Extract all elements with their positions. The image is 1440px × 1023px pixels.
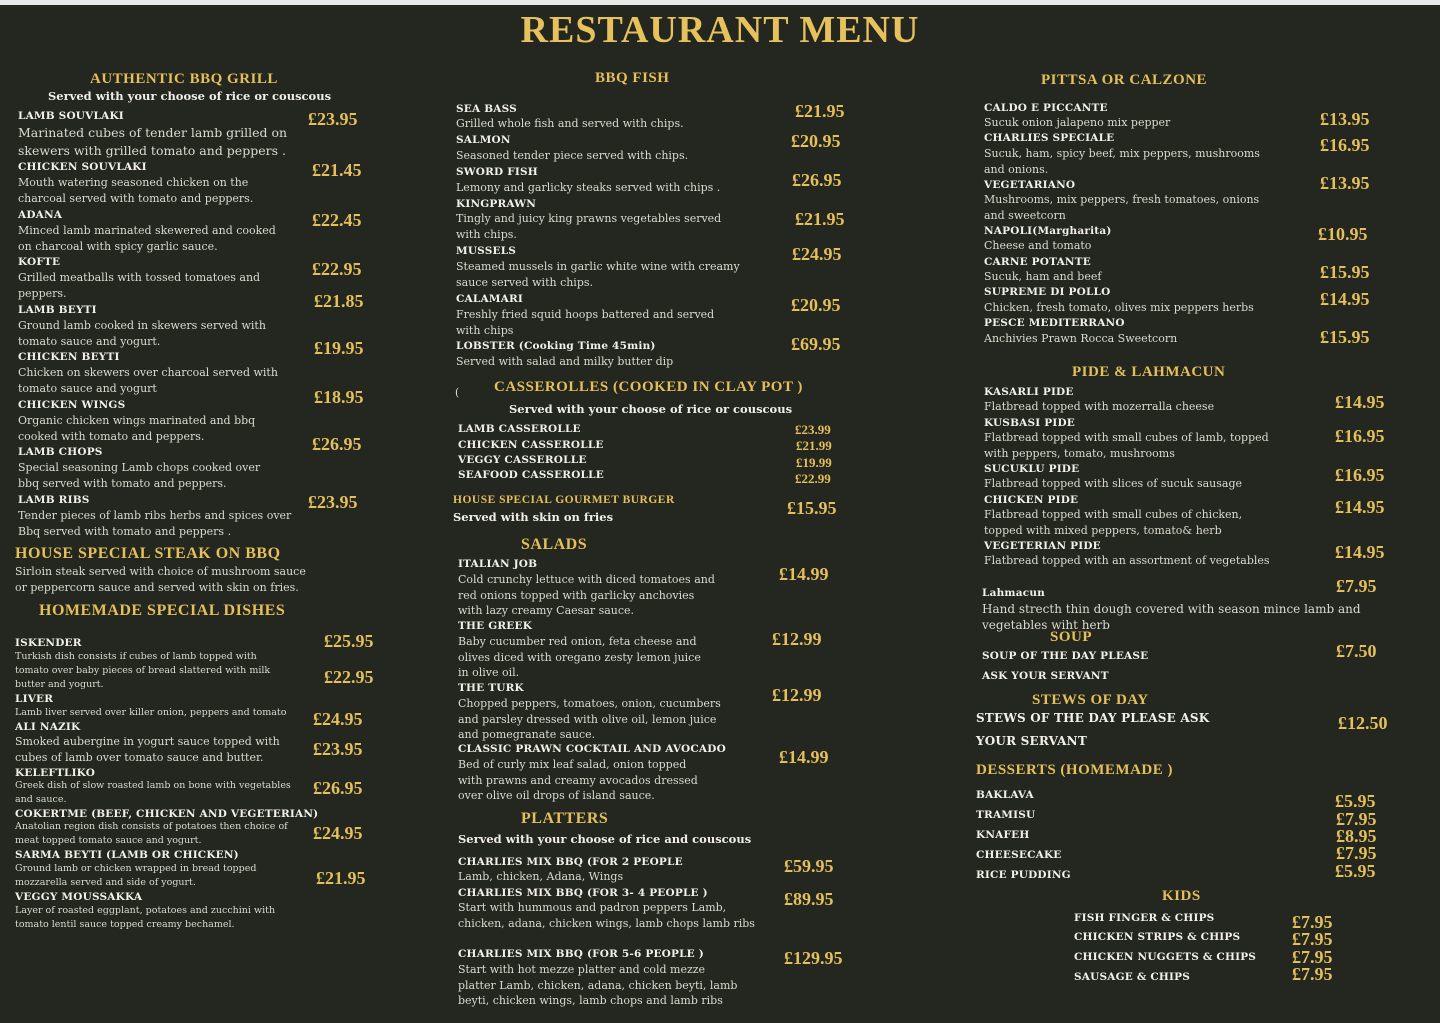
kids-item-name: CHICKEN NUGGETS & CHIPS [1074, 951, 1257, 963]
menu-item-name: THE TURK [458, 682, 524, 694]
dessert-price: £7.95 [1336, 809, 1377, 829]
menu-item-desc: Chicken on skewers over charcoal served with tomato sauce and yogurt [18, 366, 278, 395]
menu-item-name: CLASSIC PRAWN COCKTAIL AND AVOCADO [458, 743, 726, 755]
menu-item-name: CHARLIES MIX BBQ (FOR 2 PEOPLE [458, 856, 683, 868]
menu-item-name: SUPREME DI POLLO [984, 286, 1111, 298]
dessert-price: £5.95 [1335, 861, 1376, 881]
menu-item-name: VEGETARIANO [984, 179, 1076, 191]
grill-subheading: Served with your choose of rice or couscous [48, 89, 332, 103]
menu-item-desc: Chicken, fresh tomato, olives mix peppers herbs [984, 301, 1254, 314]
menu-item-desc: Seasoned tender piece served with chips. [456, 149, 689, 162]
menu-item-desc: Flatbread topped with small cubes of chicken, topped with mixed peppers, tomato& herb [984, 508, 1243, 537]
menu-item-price: £89.95 [784, 889, 834, 909]
menu-item-desc: Sucuk onion jalapeno mix pepper [984, 116, 1171, 129]
menu-item-desc: Lamb, chicken, Adana, Wings [458, 870, 624, 883]
menu-item-price: £69.95 [791, 334, 841, 354]
menu-item-name: LAMB SOUVLAKI [18, 110, 124, 122]
menu-item-desc: Smoked aubergine in yogurt sauce topped with cubes of lamb over tomato sauce and butter. [15, 735, 280, 764]
stews-line: STEWS OF THE DAY PLEASE ASK [976, 711, 1210, 725]
menu-item-price: £23.99 [795, 422, 831, 437]
menu-item-price: £26.95 [313, 778, 363, 798]
menu-item-price: £13.95 [1320, 173, 1370, 193]
menu-item-desc: Organic chicken wings marinated and bbq cooked with tomato and peppers. [18, 414, 256, 443]
menu-item-name: CHICKEN SOUVLAKI [18, 161, 147, 173]
menu-item-price: £26.95 [312, 434, 362, 454]
menu-item-name: KINGPRAWN [456, 198, 537, 210]
top-border [0, 0, 1440, 5]
menu-item-price: £23.95 [313, 739, 363, 759]
menu-item-desc: Turkish dish consists if cubes of lamb topped with tomato over baby pieces of bread slattered with milk butter and yogurt. [15, 651, 271, 690]
menu-item-desc: Steamed mussels in garlic white wine with creamy sauce served with chips. [456, 260, 740, 289]
menu-item-price: £22.99 [795, 471, 831, 486]
dessert-name: BAKLAVA [976, 789, 1034, 801]
lahmacun-price: £7.95 [1336, 576, 1377, 596]
menu-item-name: ADANA [18, 209, 63, 221]
menu-item-price: £21.95 [795, 101, 845, 121]
platters-heading: PLATTERS [521, 810, 609, 827]
menu-item-name: VEGGY CASSEROLLE [458, 454, 587, 466]
kids-item-price: £7.95 [1292, 912, 1333, 932]
casserolles-heading: CASSEROLLES (COOKED IN CLAY POT ) [494, 379, 803, 395]
menu-item-price: £129.95 [784, 948, 843, 968]
menu-item-price: £23.95 [308, 492, 358, 512]
menu-item-price: £19.99 [796, 455, 832, 470]
menu-item-name: KOFTE [18, 256, 61, 268]
menu-item-desc: Baby cucumber red onion, feta cheese and olives diced with oregano zesty lemon juice in olive oil. [458, 635, 701, 679]
menu-item-price: £25.95 [324, 631, 374, 651]
burger-price: £15.95 [787, 498, 837, 518]
menu-item-name: COKERTME (BEEF, CHICKEN AND VEGETERIAN) [15, 808, 319, 820]
menu-item-name: CARNE POTANTE [984, 256, 1091, 268]
menu-item-name: LOBSTER (Cooking Time 45min) [456, 340, 656, 352]
menu-item-name: SEA BASS [456, 103, 517, 115]
menu-item-name: SWORD FISH [456, 166, 538, 178]
menu-item-desc: Lemony and garlicky steaks served with chips . [456, 181, 721, 194]
menu-item-desc: Marinated cubes of tender lamb grilled on skewers with grilled tomato and peppers . [18, 125, 288, 158]
menu-item-price: £22.45 [312, 210, 362, 230]
menu-item-name: CHARLIES MIX BBQ (FOR 5-6 PEOPLE ) [458, 948, 704, 960]
menu-item-price: £12.99 [772, 629, 822, 649]
dessert-name: KNAFEH [976, 829, 1030, 841]
desserts-heading: DESSERTS (HOMEMADE ) [976, 762, 1173, 778]
menu-item-price: £20.95 [791, 131, 841, 151]
menu-item-price: £21.95 [316, 868, 366, 888]
dessert-price: £8.95 [1336, 826, 1377, 846]
menu-item-desc: Lamb liver served over killer onion, peppers and tomato [15, 707, 287, 718]
pide-heading: PIDE & LAHMACUN [1072, 364, 1226, 380]
menu-item-desc: Grilled whole fish and served with chips. [456, 117, 684, 130]
stews-line: YOUR SERVANT [976, 734, 1087, 748]
soup-line: SOUP OF THE DAY PLEASE [982, 650, 1149, 662]
steak-desc: Sirloin steak served with choice of mushroom sauce or peppercorn sauce and served with skin on fries. [15, 565, 306, 594]
menu-item-desc: Anatolian region dish consists of potatoes then choice of meat topped tomato sauce and yogurt. [15, 821, 288, 846]
menu-item-desc: Cheese and tomato [984, 239, 1092, 252]
dessert-name: RICE PUDDING [976, 869, 1071, 881]
menu-item-name: VEGGY MOUSSAKKA [15, 891, 143, 903]
menu-item-desc: Layer of roasted eggplant, potatoes and zucchini with tomato lentil sauce topped creamy bechamel. [15, 905, 276, 930]
menu-item-price: £15.95 [1320, 262, 1370, 282]
menu-item-name: ISKENDER [15, 637, 82, 649]
menu-item-price: £16.95 [1335, 465, 1385, 485]
soup-price: £7.50 [1336, 641, 1377, 661]
kids-item-price: £7.95 [1292, 929, 1333, 949]
menu-item-price: £14.95 [1335, 392, 1385, 412]
menu-item-desc: Flatbread topped with slices of sucuk sausage [984, 477, 1243, 490]
menu-item-name: ALI NAZIK [15, 721, 81, 733]
menu-item-price: £14.99 [779, 747, 829, 767]
menu-item-desc: Flatbread topped with an assortment of vegetables [984, 554, 1270, 567]
dessert-name: TRAMISU [976, 809, 1036, 821]
soup-line: ASK YOUR SERVANT [982, 670, 1109, 682]
menu-item-price: £12.99 [772, 685, 822, 705]
menu-item-desc: Ground lamb or chicken wrapped in bread topped mozzarella served and side of yogurt. [15, 863, 257, 888]
menu-item-price: £59.95 [784, 856, 834, 876]
menu-item-desc: Served with salad and milky butter dip [456, 355, 674, 368]
menu-item-price: £21.95 [795, 209, 845, 229]
menu-item-price: £23.95 [308, 109, 358, 129]
menu-item-desc: Flatbread topped with mozerralla cheese [984, 400, 1215, 413]
menu-item-desc: Greek dish of slow roasted lamb on bone with vegetables and sauce. [15, 780, 291, 805]
menu-item-desc: Mouth watering seasoned chicken on the charcoal served with tomato and peppers. [18, 176, 254, 205]
homemade-heading: HOMEMADE SPECIAL DISHES [39, 602, 286, 619]
menu-item-name: ITALIAN JOB [458, 558, 538, 570]
menu-item-desc: Chopped peppers, tomatoes, onion, cucumbers and parsley dressed with olive oil, lemon juice and pomegranate sauce. [458, 697, 721, 741]
grill-heading: AUTHENTIC BBQ GRILL [90, 71, 278, 87]
kids-heading: KIDS [1162, 888, 1201, 904]
menu-item-name: SUCUKLU PIDE [984, 463, 1080, 475]
dessert-name: CHEESECAKE [976, 849, 1062, 861]
stews-price: £12.50 [1338, 713, 1388, 733]
menu-item-desc: Sucuk, ham and beef [984, 270, 1102, 283]
menu-item-desc: Mushrooms, mix peppers, fresh tomatoes, onions and sweetcorn [984, 193, 1260, 222]
menu-item-name: CHICKEN WINGS [18, 399, 126, 411]
menu-item-name: SARMA BEYTI (LAMB OR CHICKEN) [15, 849, 239, 861]
kids-item-name: FISH FINGER & CHIPS [1074, 912, 1215, 924]
menu-item-name: PESCE MEDITERRANO [984, 317, 1125, 329]
menu-item-name: LAMB CASSEROLLE [458, 423, 581, 435]
menu-item-name: CALAMARI [456, 293, 524, 305]
menu-item-price: £21.99 [796, 438, 832, 453]
menu-item-price: £14.95 [1335, 497, 1385, 517]
menu-item-name: THE GREEK [458, 620, 533, 632]
fish-heading: BBQ FISH [595, 70, 670, 86]
menu-item-desc: Tingly and juicy king prawns vegetables served with chips. [456, 212, 722, 241]
menu-item-price: £16.95 [1335, 426, 1385, 446]
menu-item-name: VEGETERIAN PIDE [984, 540, 1101, 552]
dessert-price: £5.95 [1335, 791, 1376, 811]
menu-item-price: £18.95 [314, 387, 364, 407]
menu-item-price: £22.95 [324, 667, 374, 687]
casserolles-subheading: Served with your choose of rice or couscous [509, 402, 793, 416]
stray-bracket: ( [455, 386, 460, 399]
lahmacun-name: Lahmacun [982, 587, 1045, 599]
menu-item-name: CHARLIES MIX BBQ (FOR 3- 4 PEOPLE ) [458, 887, 708, 899]
menu-item-desc: Start with hot mezze platter and cold mezze platter Lamb, chicken, adana, chicken beyti, lamb beyti, chicken wings, lamb chops and lamb ribs [458, 963, 738, 1007]
menu-item-name: SALMON [456, 134, 511, 146]
menu-item-name: CHICKEN CASSEROLLE [458, 439, 604, 451]
kids-item-name: CHICKEN STRIPS & CHIPS [1074, 931, 1241, 943]
burger-heading: HOUSE SPECIAL GOURMET BURGER [453, 494, 675, 506]
menu-item-price: £24.95 [313, 709, 363, 729]
menu-item-price: £13.95 [1320, 109, 1370, 129]
menu-item-name: KELEFTLIKO [15, 767, 96, 779]
stews-heading: STEWS OF DAY [1032, 692, 1149, 708]
menu-item-desc: Sucuk, ham, spicy beef, mix peppers, mushrooms and onions. [984, 147, 1260, 176]
menu-item-desc: Flatbread topped with small cubes of lamb, topped with peppers, tomato, mushrooms [984, 431, 1269, 460]
kids-item-price: £7.95 [1292, 947, 1333, 967]
menu-item-price: £24.95 [792, 244, 842, 264]
pizza-heading: PITTSA OR CALZONE [1041, 72, 1208, 88]
menu-item-price: £21.85 [314, 291, 364, 311]
burger-subheading: Served with skin on fries [453, 510, 614, 524]
menu-item-price: £16.95 [1320, 135, 1370, 155]
menu-item-name: KUSBASI PIDE [984, 417, 1075, 429]
menu-item-name: MUSSELS [456, 245, 517, 257]
lahmacun-desc: Hand strecth thin dough covered with season mince lamb and vegetables wiht herb [982, 602, 1361, 632]
menu-item-desc: Cold crunchy lettuce with diced tomatoes and red onions topped with garlicky anchovies with lazy creamy Caesar sauce. [458, 573, 715, 617]
platters-subheading: Served with your choose of rice and couscous [458, 832, 752, 846]
dessert-price: £7.95 [1336, 843, 1377, 863]
menu-item-name: LAMB CHOPS [18, 446, 103, 458]
menu-item-desc: Bed of curly mix leaf salad, onion topped with prawns and creamy avocados dressed over olive oil drops of island sauce. [458, 758, 698, 802]
menu-item-price: £24.95 [313, 823, 363, 843]
menu-item-desc: Freshly fried squid hoops battered and served with chips [456, 308, 715, 337]
menu-item-desc: Tender pieces of lamb ribs herbs and spices over Bbq served with tomato and peppers . [18, 509, 292, 538]
page-title: RESTAURANT MENU [520, 9, 920, 51]
menu-item-name: LAMB RIBS [18, 494, 90, 506]
menu-item-desc: Grilled meatballs with tossed tomatoes and peppers. [18, 271, 261, 300]
menu-item-name: NAPOLI(Margharita) [984, 225, 1112, 237]
menu-item-desc: Special seasoning Lamb chops cooked over bbq served with tomato and peppers. [18, 461, 261, 490]
menu-item-price: £20.95 [791, 295, 841, 315]
menu-item-price: £19.95 [314, 338, 364, 358]
menu-item-price: £14.99 [779, 564, 829, 584]
menu-item-price: £10.95 [1318, 224, 1368, 244]
menu-item-price: £21.45 [312, 160, 362, 180]
menu-item-name: CHICKEN PIDE [984, 494, 1079, 506]
menu-item-price: £26.95 [792, 170, 842, 190]
menu-item-price: £14.95 [1320, 289, 1370, 309]
menu-item-desc: Minced lamb marinated skewered and cooked on charcoal with spicy garlic sauce. [18, 224, 276, 253]
steak-heading: HOUSE SPECIAL STEAK ON BBQ [15, 545, 281, 562]
menu-item-name: LAMB BEYTI [18, 304, 97, 316]
menu-item-desc: Ground lamb cooked in skewers served with tomato sauce and yogurt. [18, 319, 266, 348]
soup-heading: SOUP [1050, 629, 1093, 645]
menu-item-name: CALDO E PICCANTE [984, 102, 1108, 114]
menu-item-price: £14.95 [1335, 542, 1385, 562]
menu-item-price: £15.95 [1320, 327, 1370, 347]
kids-item-name: SAUSAGE & CHIPS [1074, 971, 1191, 983]
menu-item-name: CHARLIES SPECIALE [984, 132, 1115, 144]
menu-item-desc: Anchivies Prawn Rocca Sweetcorn [984, 332, 1178, 345]
menu-item-name: LIVER [15, 693, 54, 705]
kids-item-price: £7.95 [1292, 964, 1333, 984]
menu-item-name: SEAFOOD CASSEROLLE [458, 469, 604, 481]
menu-item-name: CHICKEN BEYTI [18, 351, 120, 363]
menu-item-name: KASARLI PIDE [984, 386, 1074, 398]
salads-heading: SALADS [521, 536, 588, 553]
menu-item-desc: Start with hummous and padron peppers Lamb, chicken, adana, chicken wings, lamb chops lamb ribs [458, 901, 755, 930]
menu-item-price: £22.95 [312, 259, 362, 279]
